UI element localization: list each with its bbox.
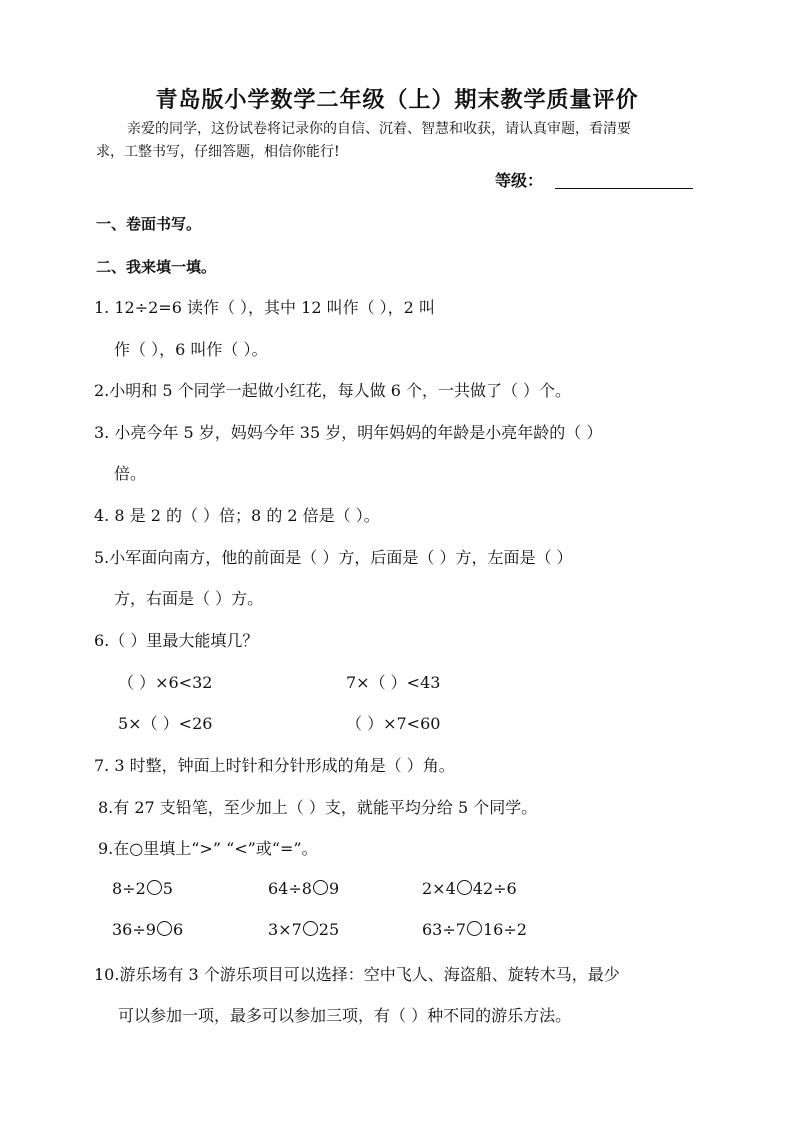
question-3-line-2: 倍。 (114, 464, 147, 483)
question-9-item-1: 8÷2 5 (112, 879, 173, 898)
compare-circle[interactable] (303, 921, 318, 936)
question-9-item-6: 63÷7 16÷2 (422, 920, 527, 939)
question-6-item-c: 5×（ ）<26 (118, 714, 213, 733)
question-1-line-1: 1. 12÷2=6 读作（ ），其中 12 叫作（ ），2 叫 (94, 298, 435, 317)
grade-label: 等级： (495, 171, 544, 190)
question-6-item-b: 7×（ ）<43 (346, 673, 441, 692)
section-2-heading: 二、我来填一填。 (96, 258, 217, 276)
compare-circle[interactable] (147, 880, 162, 895)
question-6-item-d: （ ）×7<60 (346, 714, 441, 733)
question-2: 2.小明和 5 个同学一起做小红花，每人做 6 个，一共做了（ ）个。 (94, 381, 572, 400)
question-9: 9.在○里填上“>” “<”或“=”。 (98, 839, 318, 858)
question-9-item-2: 64÷8 9 (268, 879, 340, 898)
question-9-item-4: 36÷9 6 (112, 920, 184, 939)
question-3-line-1: 3. 小亮今年 5 岁，妈妈今年 35 岁，明年妈妈的年龄是小亮年龄的（ ） (94, 423, 603, 442)
page-title: 青岛版小学数学二年级（上）期末教学质量评价 (155, 88, 639, 113)
compare-circle[interactable] (467, 921, 482, 936)
question-10-line-2: 可以参加一项，最多可以参加三项，有（ ）种不同的游乐方法。 (118, 1006, 572, 1025)
section-1-heading: 一、卷面书写。 (96, 215, 202, 233)
question-1-line-2: 作（ ），6 叫作（ ）。 (114, 340, 268, 359)
compare-circle[interactable] (457, 880, 472, 895)
intro-line-2: 求，工整书写，仔细答题，相信你能行! (96, 144, 340, 160)
question-9-item-5: 3×7 25 (268, 920, 340, 939)
question-5-line-1: 5.小军面向南方，他的前面是（ ）方，后面是（ ）方，左面是（ ） (94, 548, 573, 567)
question-7: 7. 3 时整，钟面上时针和分针形成的角是（ ）角。 (94, 756, 455, 775)
question-8: 8.有 27 支铅笔，至少加上（ ）支，就能平均分给 5 个同学。 (98, 798, 538, 817)
intro-line-1: 亲爱的同学，这份试卷将记录你的自信、沉着、智慧和收获，请认真审题，看清要 (127, 121, 631, 137)
compare-circle[interactable] (157, 921, 172, 936)
question-6: 6.（ ）里最大能填几？ (94, 631, 259, 650)
question-6-item-a: （ ）×6<32 (118, 673, 213, 692)
compare-circle[interactable] (313, 880, 328, 895)
question-9-item-3: 2×4 42÷6 (422, 879, 517, 898)
grade-blank-line[interactable] (555, 188, 693, 189)
question-10-line-1: 10.游乐场有 3 个游乐项目可以选择：空中飞人、海盗船、旋转木马，最少 (94, 965, 620, 984)
question-4: 4. 8 是 2 的（ ）倍；8 的 2 倍是（ ）。 (94, 506, 380, 525)
question-5-line-2: 方，右面是（ ）方。 (114, 589, 264, 608)
